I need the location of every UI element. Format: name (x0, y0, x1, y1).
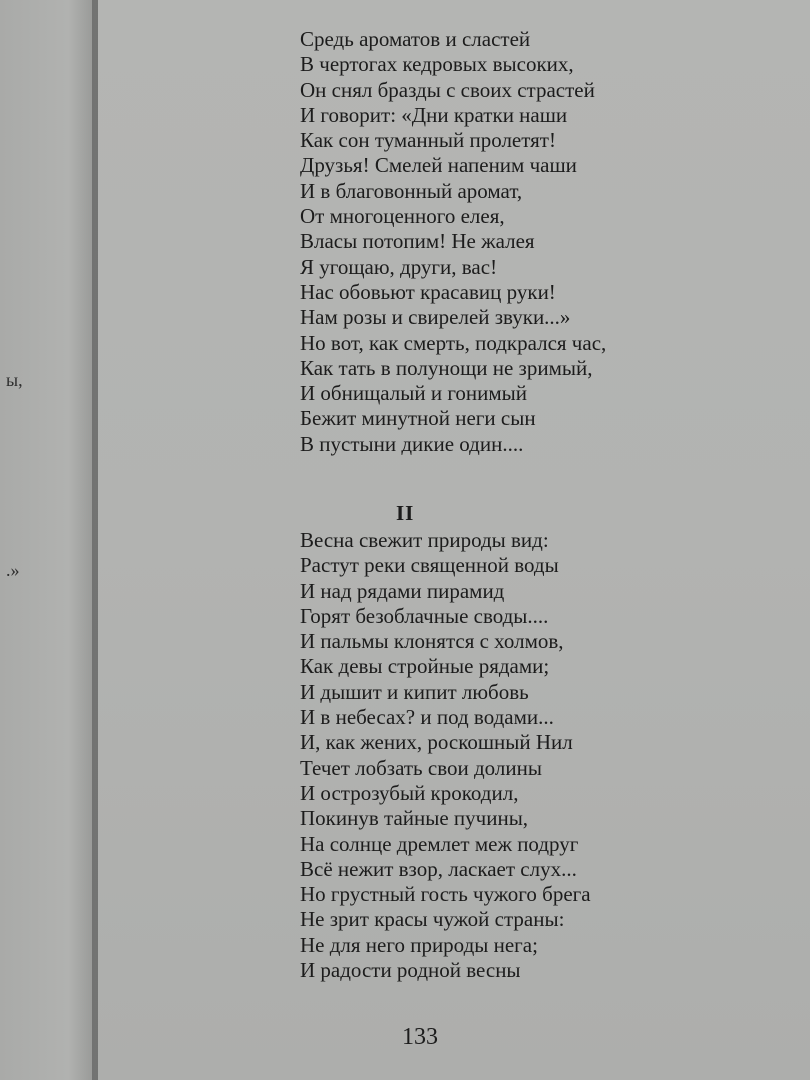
poem-line: И в благовонный аромат, (300, 178, 523, 203)
poem-line: И в небесах? и под водами... (300, 705, 554, 730)
poem-line: Я угощаю, други, вас! (300, 254, 498, 279)
poem-line: И пальмы клонятся с холмов, (300, 629, 564, 654)
poem-line: Но вот, как смерть, подкрался час, (300, 330, 607, 355)
poem-line: Власы потопим! Не жалея (300, 229, 535, 254)
poem-line: Течет лобзать свои долины (300, 755, 542, 780)
left-page (0, 0, 98, 1080)
poem-line: Нам розы и свирелей звуки...» (300, 305, 571, 330)
left-page-fragment: .» (6, 560, 20, 580)
poem-line: Не зрит красы чужой страны: (300, 907, 565, 932)
section-heading: II (396, 501, 415, 525)
poem-line: И радости родной весны (300, 958, 521, 983)
poem-line: И острозубый крокодил, (300, 780, 519, 805)
poem-line: Как девы стройные рядами; (300, 654, 550, 679)
poem-line: Всё нежит взор, ласкает слух... (300, 856, 577, 881)
right-page (98, 0, 810, 1080)
poem-line: И обнищалый и гонимый (300, 381, 528, 406)
left-page-fragment: ы, (6, 370, 23, 390)
poem-line: На солнце дремлет меж подруг (300, 831, 579, 856)
poem-line: Весна свежит природы вид: (300, 528, 549, 552)
stanza-1 (300, 27, 606, 457)
poem-line: Бежит минутной неги сын (300, 406, 536, 431)
poem-line: И, как жених, роскошный Нил (300, 730, 573, 755)
poem-line: И дышит и кипит любовь (300, 679, 529, 704)
poem-line: В чертогах кедровых высоких, (300, 52, 574, 77)
poem-line: Как тать в полунощи не зримый, (300, 355, 593, 380)
poem-line: Средь ароматов и сластей (300, 27, 531, 51)
stanza-2 (300, 528, 591, 983)
poem-line: Не для него природы нега; (300, 932, 538, 957)
poem-line: Но грустный гость чужого брега (300, 882, 591, 907)
poem-line: И над рядами пирамид (300, 578, 505, 603)
poem-line: Как сон туманный пролетят! (300, 128, 556, 153)
page-number: 133 (402, 1024, 438, 1050)
poem-line: От многоценного елея, (300, 204, 505, 229)
poem-line: И говорит: «Дни кратки наши (300, 102, 568, 127)
poem-line: Покинув тайные пучины, (300, 806, 529, 831)
poem-line: Друзья! Смелей напеним чаши (300, 153, 577, 178)
poem-line: Горят безоблачные своды.... (300, 603, 549, 628)
poem-line: Растут реки священной воды (300, 553, 559, 578)
poem-line: Нас обовьют красавиц руки! (300, 279, 556, 304)
poem-line: В пустыни дикие один.... (300, 431, 524, 456)
poem-line: Он снял бразды с своих страстей (300, 77, 595, 102)
